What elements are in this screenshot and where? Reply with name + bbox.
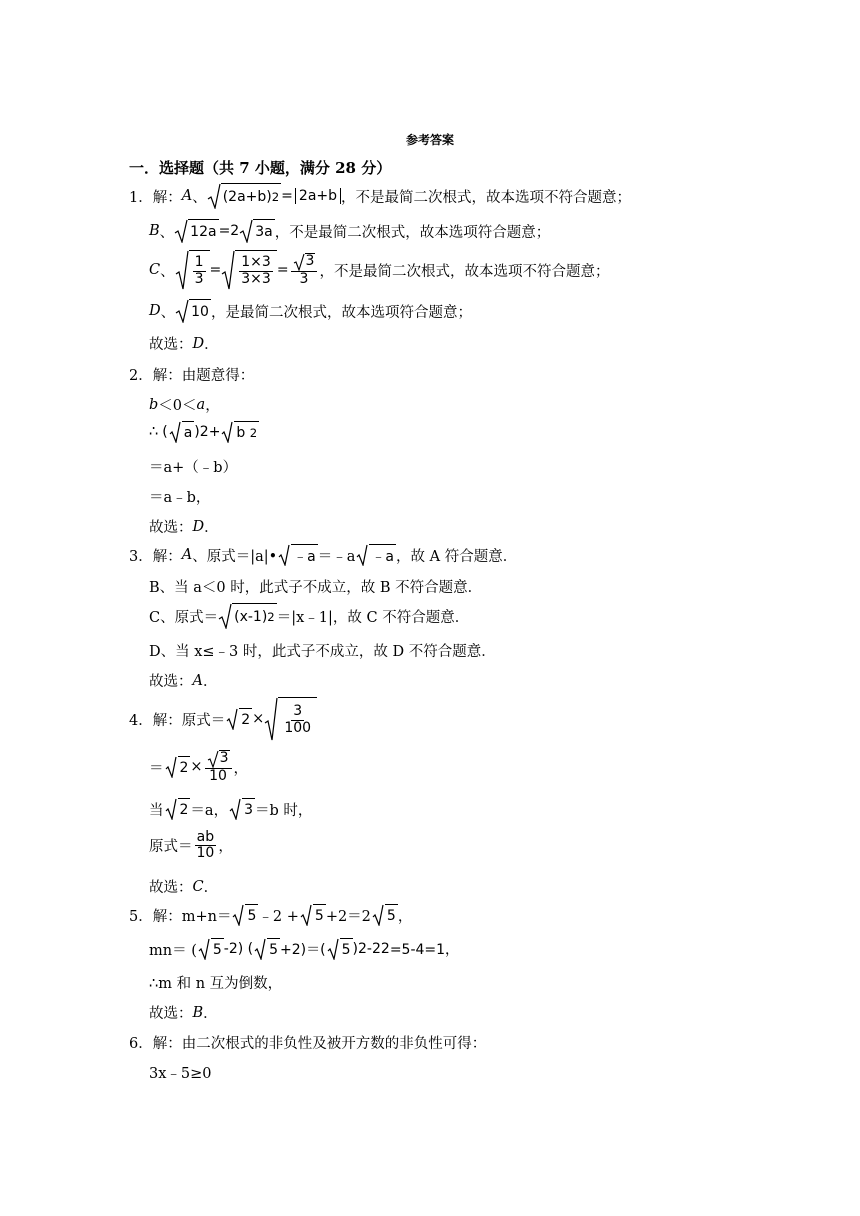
- radical-expression: [299, 904, 326, 926]
- answer-prefix: 解：: [152, 548, 182, 565]
- answer-value: C: [192, 878, 204, 895]
- numerator: 1×3: [241, 254, 271, 271]
- q3-line-a: [129, 544, 517, 566]
- q1-line-d: [149, 299, 472, 323]
- radical-expression: [228, 798, 255, 820]
- denominator: 3: [299, 270, 309, 287]
- radical-expression: [164, 756, 191, 778]
- numerator: 1: [194, 254, 204, 271]
- radical-expression: [326, 938, 353, 960]
- explanation-text: ，是最简二次根式，故本选项符合题意；: [210, 304, 472, 321]
- exponent: 2: [271, 190, 280, 204]
- radical-sign-icon: [175, 299, 189, 323]
- radicand: (2a+b): [222, 189, 272, 205]
- radical-expression: [371, 904, 398, 926]
- radical-expression: [277, 544, 318, 566]
- inequality: ＜0＜: [158, 398, 197, 414]
- radicand: 3: [242, 798, 255, 820]
- radical-sign-icon: [225, 708, 239, 730]
- question-number: 6．: [129, 1036, 153, 1052]
- radicand: (x-1): [234, 609, 268, 625]
- comma: ，: [205, 398, 220, 414]
- radical-expression: [220, 421, 259, 443]
- question-number: 1．: [129, 189, 153, 206]
- answer-value: A: [192, 672, 203, 689]
- separator: 、: [160, 304, 176, 321]
- expression: +2)＝(: [280, 942, 326, 958]
- radicand: 5: [313, 904, 326, 926]
- q5-line-a: [129, 904, 412, 926]
- exponent: 2: [358, 941, 367, 957]
- option-letter: C: [149, 262, 161, 278]
- radical-expression: [355, 544, 396, 566]
- radical-sign-icon: [277, 544, 291, 566]
- explanation-text: ＝|x﹣1|，故 C 不符合题意．: [276, 609, 470, 626]
- fraction: [291, 253, 318, 287]
- expression: =5-4=1，: [389, 942, 460, 958]
- answer-label: 故选：: [149, 880, 193, 896]
- radical-sign-icon: [207, 183, 221, 209]
- fraction: [195, 830, 217, 862]
- option-letter: A: [181, 188, 193, 204]
- expression: ): [352, 941, 358, 957]
- expression: ＝﹣a: [317, 548, 356, 565]
- q1-line-a: [129, 183, 631, 209]
- equals: =: [209, 262, 222, 278]
- q2-line-d: [149, 456, 237, 477]
- radical-expression: [164, 798, 191, 820]
- therefore-symbol: ∴: [149, 424, 159, 440]
- radical-sign-icon: [207, 750, 219, 768]
- question-number: 2．: [129, 368, 153, 384]
- expression: C、原式＝: [149, 609, 219, 626]
- equals: =2: [218, 223, 240, 239]
- q6-line-b: [149, 1062, 212, 1083]
- radicand: 10: [189, 299, 211, 323]
- radical-sign-icon: [326, 938, 340, 960]
- explanation-text: ，不是最简二次根式，故本选项符合题意；: [274, 224, 551, 241]
- explanation-text: ，故 A 符合题意．: [396, 548, 518, 565]
- var-a: a: [196, 396, 206, 413]
- radical-sign-icon: [231, 904, 245, 926]
- comma: ，: [233, 760, 248, 777]
- expression: ﹣2 +: [258, 908, 299, 925]
- radical-sign-icon: [174, 219, 188, 243]
- q1-line-c: [149, 250, 609, 290]
- equals: =: [276, 262, 289, 278]
- q2-line-e: [149, 486, 210, 507]
- expression: 当: [149, 802, 164, 819]
- expression: 原式＝: [149, 839, 193, 856]
- radicand: 5: [340, 938, 353, 960]
- denominator: 100: [284, 719, 312, 736]
- explanation-text: 解：由题意得：: [152, 368, 255, 384]
- radical-sign-icon: [175, 250, 189, 290]
- plus: +: [208, 424, 221, 440]
- denominator: 3: [194, 270, 204, 287]
- q2-line-c: ∴ ( a ) 2 + b 2: [149, 421, 259, 443]
- radicand: b: [236, 425, 246, 441]
- radical-sign-icon: [293, 253, 305, 271]
- radical-expression: [218, 603, 277, 629]
- page-title: 参考答案: [405, 133, 454, 147]
- expression: +2＝2: [325, 908, 371, 925]
- radical-expression: [231, 904, 258, 926]
- explanation-text: 解：由二次根式的非负性及被开方数的非负性可得：: [152, 1036, 487, 1052]
- radical-sign-icon: [164, 756, 178, 778]
- q2-line-a: [129, 364, 254, 385]
- q3-line-b: [149, 576, 482, 597]
- q4-line-d: [149, 830, 233, 862]
- radicand: 3: [219, 750, 229, 766]
- times: ×: [252, 711, 265, 727]
- radical-sign-icon: [299, 904, 313, 926]
- exponent: 2: [249, 426, 258, 440]
- radical-expression: [225, 708, 252, 730]
- answer-value: B: [192, 1004, 204, 1021]
- expression: ＝a，: [190, 802, 229, 819]
- q5-line-b: [149, 938, 459, 960]
- times: ×: [190, 759, 203, 776]
- question-number: 5．: [129, 908, 153, 925]
- q6-line-a: [129, 1032, 486, 1053]
- exponent: 2: [199, 424, 209, 440]
- comma: ，: [218, 839, 233, 856]
- radical-sign-icon: [220, 421, 234, 443]
- period: ．: [203, 880, 219, 896]
- radical-sign-icon: [221, 250, 235, 290]
- period: ．: [202, 674, 218, 690]
- explanation-text: D、当 x≤﹣3 时，此式子不成立，故 D 不符合题意．: [149, 644, 496, 660]
- radical-expression: [239, 219, 275, 243]
- answer-label: 故选：: [149, 1006, 193, 1022]
- radicand: ﹣a: [291, 544, 318, 566]
- radical-expression: [264, 697, 317, 741]
- radical-sign-icon: [264, 697, 278, 741]
- answer-label: 故选：: [149, 520, 193, 536]
- radical-sign-icon: [228, 798, 242, 820]
- radical-expression: [253, 938, 280, 960]
- equals: ＝: [149, 760, 164, 777]
- expression: ＝a﹣b，: [149, 490, 211, 506]
- exponent: 2: [267, 610, 275, 624]
- radicand: 3a: [253, 219, 275, 243]
- equals: =: [281, 188, 293, 204]
- radical-sign-icon: [164, 798, 178, 820]
- q4-answer: [149, 876, 218, 897]
- denominator: 10: [209, 768, 227, 784]
- separator: 、: [160, 263, 175, 280]
- expression: ＝b 时，: [255, 802, 313, 819]
- radicand: ﹣a: [369, 544, 396, 566]
- radicand: a: [182, 421, 195, 443]
- absolute-value: 2a+b: [295, 188, 341, 204]
- answer-label: 故选：: [149, 674, 193, 690]
- expression: 、原式＝|a|•: [192, 548, 278, 565]
- q1-answer: [149, 333, 219, 354]
- radicand: 3: [305, 252, 315, 269]
- option-letter: D: [149, 303, 161, 319]
- section-heading: 一．选择题（共 7 小题，满分 28 分）: [129, 159, 392, 177]
- expression: 3x﹣5≥0: [149, 1066, 212, 1082]
- var-b: b: [149, 396, 159, 413]
- question-number: 4．: [129, 712, 153, 729]
- q5-line-c: [149, 972, 282, 993]
- fraction: [205, 750, 232, 784]
- separator: 、: [159, 224, 175, 241]
- radicand: 5: [211, 938, 224, 960]
- expression: -2: [366, 941, 381, 957]
- expression: -2) (: [223, 941, 254, 957]
- q3-answer: [149, 670, 217, 691]
- q4-line-b: [149, 750, 248, 784]
- radical-expression: [168, 421, 195, 443]
- q2-answer: [149, 516, 219, 537]
- q4-line-a: [129, 697, 317, 741]
- expression: mn＝ (: [149, 942, 197, 959]
- radical-sign-icon: [168, 421, 182, 443]
- separator: 、: [192, 189, 207, 206]
- q4-line-c: [149, 798, 312, 820]
- numerator: ab: [196, 829, 215, 845]
- expression: 解：原式＝: [152, 712, 226, 729]
- answer-prefix: 解：: [152, 189, 182, 206]
- q5-answer: [149, 1002, 218, 1023]
- denominator: 10: [196, 845, 215, 862]
- numerator: 3: [293, 703, 303, 720]
- expression: ＝a+（﹣b）: [149, 460, 238, 476]
- radicand: 5: [267, 938, 280, 960]
- radical-expression: [207, 183, 281, 209]
- radical-sign-icon: [371, 904, 385, 926]
- radicand: 2: [178, 756, 191, 778]
- radical-expression: [175, 250, 210, 290]
- radical-expression: [221, 250, 277, 290]
- radical-sign-icon: [218, 603, 232, 629]
- radical-expression: [175, 299, 211, 323]
- answer-value: D: [192, 335, 205, 352]
- radical-sign-icon: [197, 938, 211, 960]
- option-letter: A: [181, 547, 193, 563]
- q1-line-b: [149, 219, 550, 243]
- radicand: 5: [385, 904, 398, 926]
- explanation-text: ，不是最简二次根式，故本选项不符合题意；: [341, 189, 632, 206]
- period: ．: [204, 337, 219, 353]
- answer-label: 故选：: [149, 337, 193, 353]
- q3-line-d: [149, 640, 496, 661]
- radical-expression: [197, 938, 224, 960]
- exponent: 2: [380, 941, 390, 957]
- q3-line-c: [149, 603, 469, 629]
- option-letter: B: [149, 223, 160, 239]
- comma: ，: [397, 908, 413, 925]
- radicand: 2: [239, 708, 252, 730]
- radical-sign-icon: [239, 219, 253, 243]
- expression: 解：m+n＝: [152, 908, 232, 925]
- explanation-text: ∴m 和 n 互为倒数，: [149, 976, 283, 992]
- question-number: 3．: [129, 548, 153, 565]
- radical-expression: [174, 219, 218, 243]
- radicand: 5: [245, 904, 258, 926]
- q2-line-b: [149, 394, 220, 415]
- radicand: 12a: [188, 219, 218, 243]
- period: ．: [204, 520, 219, 536]
- radical-sign-icon: [253, 938, 267, 960]
- answer-value: D: [192, 518, 205, 535]
- radicand: 2: [178, 798, 191, 820]
- explanation-text: B、当 a＜0 时，此式子不成立，故 B 不符合题意．: [149, 580, 483, 596]
- period: ．: [203, 1006, 218, 1022]
- explanation-text: ，不是最简二次根式，故本选项不符合题意；: [319, 263, 610, 280]
- radical-sign-icon: [355, 544, 369, 566]
- denominator: 3×3: [241, 270, 271, 287]
